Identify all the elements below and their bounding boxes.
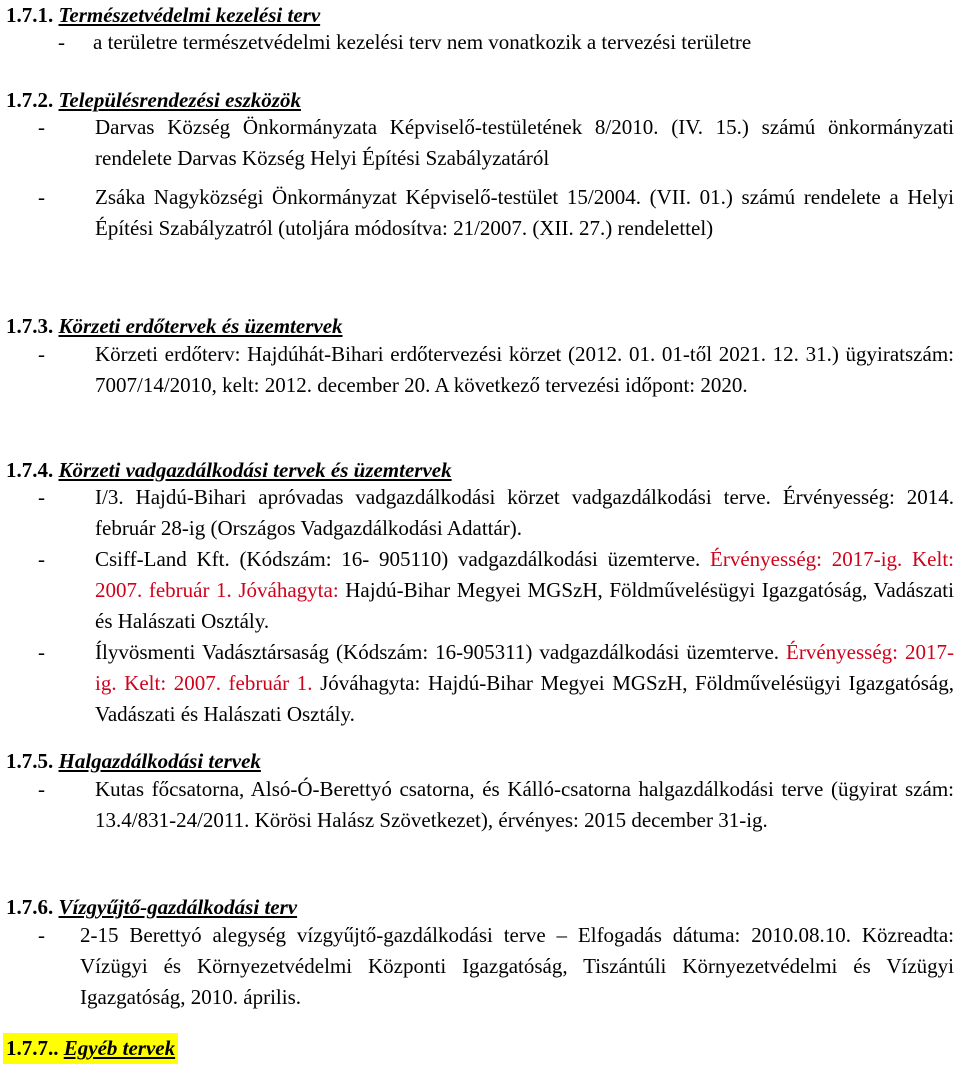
section-number: 1.7.4.: [6, 458, 54, 482]
list-dash: -: [38, 923, 45, 947]
text-run: I/3. Hajdú-Bihari apróvadas vadgazdálkodási körzet vadgazdálkodási terve. Érvényesség: 2014. február 28-ig (Országos Vadgazdálkodási Adattár).: [95, 485, 954, 540]
section-title: Körzeti vadgazdálkodási tervek és üzemtervek: [58, 458, 452, 482]
list-item: [0, 920, 954, 1013]
section-title: Természetvédelmi kezelési terv: [58, 3, 321, 27]
section-number: 1.7.5.: [6, 749, 54, 773]
list-item-text: [95, 339, 954, 401]
list-item: [0, 339, 954, 401]
section-heading: [3, 1033, 178, 1064]
section-number: 1.7.6.: [6, 895, 54, 919]
section-title: Körzeti erdőtervek és üzemtervek: [58, 314, 343, 338]
list-item: [0, 544, 954, 637]
text-run: Kutas főcsatorna, Alsó-Ó-Berettyó csatorna, és Kálló-csatorna halgazdálkodási terve (ügyirat szám: 13.4/831-24/2011. Körösi Halász Szövetkezet), érvényes: 2015 december 31-ig.: [95, 777, 954, 832]
list-item-text: [95, 182, 954, 244]
section-number: 1.7.1.: [6, 3, 54, 27]
list-dash: -: [38, 485, 45, 509]
section-number: 1.7.7..: [6, 1036, 59, 1060]
section-title: Halgazdálkodási tervek: [58, 749, 261, 773]
list-item-text: [95, 112, 954, 174]
text-run: a területre természetvédelmi kezelési terv nem vonatkozik a tervezési területre: [93, 30, 752, 54]
list-item: [0, 182, 954, 244]
section-title: Településrendezési eszközök: [58, 88, 301, 112]
text-run: 2-15 Berettyó alegység vízgyűjtő-gazdálkodási terve – Elfogadás dátuma: 2010.08.10. Közreadta: Vízügyi és Környezetvédelmi Központi Igazgatóság, Tiszántúli Környezetvédelmi és Vízügyi Igazgatóság, 2010. április.: [80, 923, 954, 1009]
list-item-text: [95, 637, 954, 730]
list-item-text: [95, 544, 954, 637]
text-run: Hajdú-Bihar Megyei MGSzH, Földművelésügyi Igazgatóság, Vadászati és Halászati Osztály.: [95, 578, 954, 633]
section-heading: [6, 311, 343, 342]
list-item-text: [93, 27, 954, 58]
text-run: Darvas Község Önkormányzata Képviselő-testületének 8/2010. (IV. 15.) számú önkormányzati rendelete Darvas Község Helyi Építési Szabályzatáról: [95, 115, 954, 170]
highlighted-text-run: Érvényesség: 2017-ig. Kelt: 2007. február 1.: [95, 640, 954, 695]
list-dash: -: [58, 30, 65, 54]
list-dash: -: [38, 777, 45, 801]
list-item: [0, 774, 954, 836]
text-run: Körzeti erdőterv: Hajdúhát-Bihari erdőtervezési körzet (2012. 01. 01-től 2021. 12. 31.) ügyiratszám: 7007/14/2010, kelt: 2012. december 20. A következő tervezési időpont: 2020.: [95, 342, 954, 397]
list-item-text: [95, 774, 954, 836]
list-item: [0, 27, 954, 58]
text-run: Jóváhagyta: Hajdú-Bihar Megyei MGSzH, Földművelésügyi Igazgatóság, Vadászati és Halászati Osztály.: [95, 671, 954, 726]
list-item: [0, 637, 954, 730]
section-number: 1.7.2.: [6, 88, 54, 112]
list-item: [0, 112, 954, 174]
text-run: Ílyvösmenti Vadásztársaság (Kódszám: 16-905311) vadgazdálkodási üzemterve.: [95, 640, 787, 664]
text-run: Zsáka Nagyközségi Önkormányzat Képviselő-testület 15/2004. (VII. 01.) számú rendelete a Helyi Építési Szabályzatról (utoljára módosítva: 21/2007. (XII. 27.) rendelettel): [95, 185, 954, 240]
list-dash: -: [38, 547, 45, 571]
section-heading: [6, 746, 261, 777]
list-dash: -: [38, 342, 45, 366]
section-heading: [6, 892, 297, 923]
section-title: Vízgyűjtő-gazdálkodási terv: [58, 895, 298, 919]
section-number: 1.7.3.: [6, 314, 54, 338]
list-item-text: [80, 920, 954, 1013]
list-dash: -: [38, 115, 45, 139]
section-title: Egyéb tervek: [63, 1036, 176, 1060]
highlighted-text-run: Érvényesség: 2017-ig. Kelt: 2007. február 1. Jóváhagyta:: [95, 547, 954, 602]
list-dash: -: [38, 640, 45, 664]
list-dash: -: [38, 185, 45, 209]
list-item: [0, 482, 954, 544]
text-run: Csiff-Land Kft. (Kódszám: 16- 905110) vadgazdálkodási üzemterve.: [95, 547, 711, 571]
list-item-text: [95, 482, 954, 544]
